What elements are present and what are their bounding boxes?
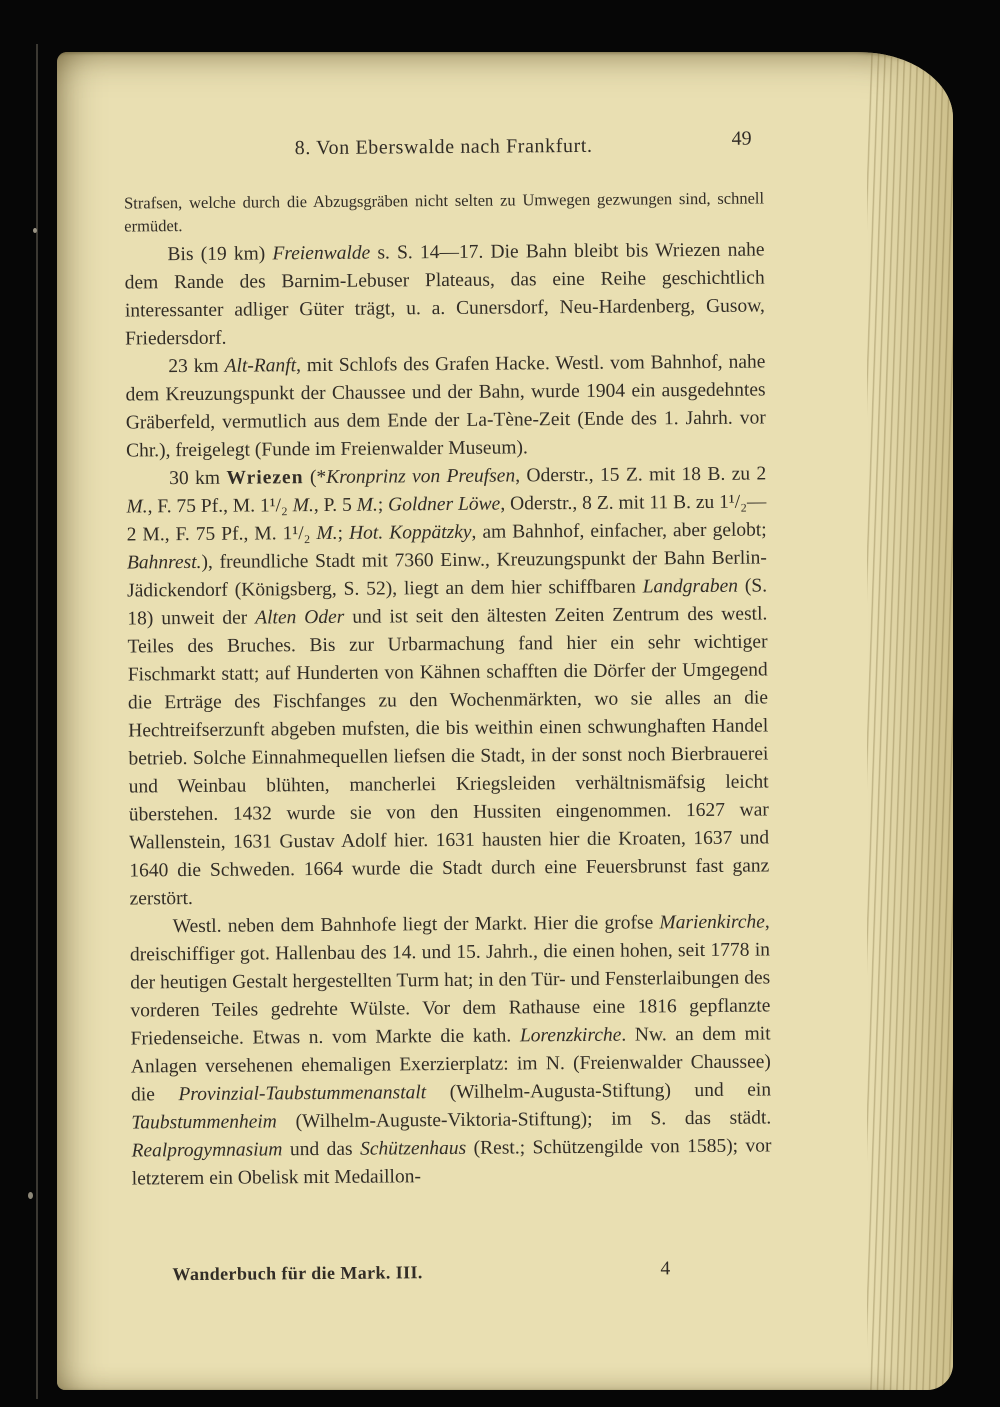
scan-speck [33, 228, 37, 233]
text-run: , P. 5 [313, 494, 357, 517]
text-run: , am Bahnhof, einfacher, aber gelobt; [471, 519, 767, 543]
text-run: ), freundliche Stadt mit 7360 Einw., Kreuzungspunkt der Bahn Berlin-Jädickendorf (Königsberg, S. 52), liegt an dem hier schiffbaren [127, 547, 767, 602]
paragraph [124, 187, 764, 237]
text-run: s. S. 14—17. Die Bahn bleibt bis Wriezen nahe dem Rande des Barnim-Lebuser Plateaus, das eine Reihe geschichtlich interessanter adliger Güter trägt, u. a. Cunersdorf, Neu-Hardenberg, Gusow, Friedersdorf. [124, 239, 765, 350]
text-run: und ist seit den ältesten Zeiten Zentrum des westl. Teiles des Bruches. Bis zur Urbarmachung fand hier ein sehr wichtiger Fischmarkt statt; auf Hunderten von Kähnen schafften die Dörfer der Umgegend die Erträge des Fischfanges zu den Wochenmärkten, wo sie alles an die Hechtreifserzunft abgeben mufsten, die bis weithin einen schwunghaften Handel betrieb. Solche Einnahmequellen liefsen die Stadt, in der sonst noch Bierbrauerei und Weinbau blühten, mancherlei Kriegsleiden verhältnismäfsig leicht überstehen. 1432 wurde sie von den Hussiten eingenommen. 1627 war Wallenstein, 1631 Gustav Adolf hier. 1631 hausten hier die Kroaten, 1637 und 1640 die Schweden. 1664 wurde die Stadt durch eine Feuersbrunst fast ganz zerstört. [127, 603, 770, 910]
text-run: und das [282, 1138, 361, 1161]
text-run: (Rest.; Schützengilde von 1585); vor letzterem ein Obelisk mit Medaillon- [131, 1135, 772, 1190]
text-run: ; [337, 522, 350, 544]
text-run: (S. 18) unweit der [127, 575, 768, 630]
book-page [57, 52, 953, 1390]
italic-run: Kronprinz von Preufsen [326, 465, 516, 488]
text-run: , Oderstr., 15 Z. mit 18 B. zu 2 [515, 463, 767, 487]
italic-run: Lorenzkirche [519, 1024, 622, 1047]
chapter-title: 8. Von Eberswalde nach Frankfurt. [294, 134, 593, 160]
text-run: Bis (19 km) [167, 243, 273, 266]
stacked-page-edges [867, 52, 953, 1390]
italic-run: M. [126, 496, 148, 518]
italic-run: Freienwalde [272, 242, 371, 265]
text-run: . Nw. an dem mit Anlagen versehenen ehemaligen Exerzierplatz: im N. (Freienwalder Chaussee) die [130, 1023, 771, 1106]
paragraph [124, 236, 765, 353]
text-run: (* [303, 466, 327, 489]
bold-run: Wriezen [226, 467, 304, 489]
italic-run: M. [292, 495, 314, 517]
text-run: Westl. neben dem Bahnhofe liegt der Markt. Hier die grofse [172, 912, 660, 938]
text-run: , mit Schlofs des Grafen Hacke. Westl. vom Bahnhof, nahe dem Kreuzungspunkt der Chaussee und der Bahn, wurde 1904 ein ausgedehntes Gräberfeld, vermutlich aus dem Ende der La-Tène-Zeit (Ende des 1. Jahrh. vor Chr.), freigelegt (Funde im Freienwalder Museum). [125, 351, 766, 462]
italic-run: Alt-Ranft [224, 355, 297, 377]
italic-run: Realprogymnasium [131, 1139, 283, 1162]
italic-run: Marienkirche [659, 911, 765, 934]
italic-run: Schützenhaus [359, 1137, 467, 1160]
italic-run: Taubstummenheim [131, 1111, 277, 1134]
text-run: , F. 75 Pf., M. 1¹/₂ [147, 495, 293, 518]
book-spine-edge [36, 44, 38, 1399]
page-content [123, 52, 773, 1390]
text-run: (Wilhelm-Auguste-Viktoria-Stiftung); im S. das städt. [276, 1107, 772, 1133]
paragraph [130, 908, 772, 1193]
text-run: 23 km [168, 355, 225, 378]
book-title: Wanderbuch für die Mark. III. [172, 1262, 423, 1285]
page-header [124, 127, 764, 166]
italic-run: Goldner Löwe [388, 493, 501, 516]
text-run: , dreischiffiger got. Hallenbau des 14. und 15. Jahrh., die einen hohen, seit 1778 in der heutigen Gestalt hergestellten Turm hat; in den Tür- und Fensterlaibungen des vorderen Teiles gedrehte Wülste. Vor dem Rathause eine 1816 gepflanzte Friedenseiche. Etwas n. vom Markte die kath. [129, 911, 771, 1050]
italic-run: Landgraben [642, 575, 739, 598]
scan-speck [28, 1192, 33, 1199]
italic-run: Provinzial-Taubstummenanstalt [178, 1082, 427, 1106]
italic-run: Hot. Koppätzky [348, 521, 472, 544]
text-run: , Oderstr., 8 Z. mit 11 B. zu 1¹/₂—2 M., F. 75 Pf., M. 1¹/₂ [126, 491, 767, 546]
paragraph [126, 460, 769, 913]
text-run: (Wilhelm-Augusta-Stiftung) und ein [426, 1079, 772, 1104]
signature-number: 4 [660, 1258, 671, 1280]
text-block [124, 187, 772, 1258]
italic-run: Alten Oder [255, 606, 345, 629]
page-number: 49 [731, 127, 752, 150]
text-run: Strafsen, welche durch die Abzugsgräben nicht selten zu Umwegen gezwungen sind, schnell ermüdet. [123, 188, 765, 236]
paragraph [125, 348, 766, 465]
text-run: 30 km [169, 467, 227, 490]
italic-run: Bahnrest. [126, 551, 202, 574]
text-run: ; [377, 494, 389, 516]
italic-run: M. [356, 494, 378, 516]
page-footer [132, 1259, 772, 1290]
italic-run: M. [316, 522, 338, 545]
